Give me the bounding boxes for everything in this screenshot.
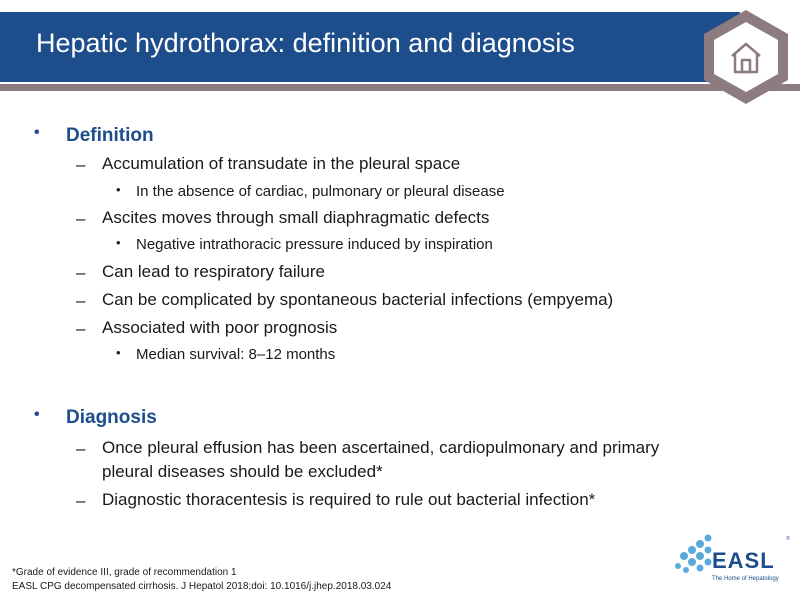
logo-wordmark: EASL (712, 548, 775, 573)
bullet-icon: • (34, 406, 40, 423)
section-heading: Diagnosis (66, 407, 157, 428)
dash-icon: – (76, 291, 86, 310)
logo-tagline: The Home of Hepatology (712, 576, 779, 582)
list-item-text: Can lead to respiratory failure (102, 262, 326, 281)
sub-list-item-text: In the absence of cardiac, pulmonary or pleural disease (136, 183, 505, 200)
dash-icon: – (76, 155, 86, 174)
section-heading: Definition (66, 125, 154, 146)
list-item-text: Accumulation of transudate in the pleural space (102, 154, 461, 173)
footnote-citation: EASL CPG decompensated cirrhosis. J Hepatol 2018;doi: 10.1016/j.jhep.2018.03.024 (12, 581, 392, 592)
bullet-icon: • (34, 124, 40, 141)
bullet-icon: • (116, 235, 121, 250)
dash-icon: – (76, 439, 86, 458)
sub-list-item-text: Median survival: 8–12 months (136, 346, 336, 363)
dash-icon: – (76, 263, 86, 282)
list-item-text: Associated with poor prognosis (102, 318, 338, 337)
sub-list-item-text: Negative intrathoracic pressure induced by inspiration (136, 236, 493, 253)
slide-title: Hepatic hydrothorax: definition and diagnosis (36, 28, 575, 58)
list-item-text: Once pleural effusion has been ascertained, cardiopulmonary and primary pleural diseases should be excluded* (102, 438, 660, 481)
dash-icon: – (76, 209, 86, 228)
list-item-text: Diagnostic thoracentesis is required to rule out bacterial infection* (102, 490, 596, 509)
list-item-text: Ascites moves through small diaphragmatic defects (102, 208, 490, 227)
footnote-grade: *Grade of evidence III, grade of recommendation 1 (12, 567, 237, 578)
bullet-icon: • (116, 345, 121, 360)
list-item-text: Can be complicated by spontaneous bacterial infections (empyema) (102, 290, 614, 309)
bullet-icon: • (116, 182, 121, 197)
dash-icon: – (76, 491, 86, 510)
svg-text:®: ® (786, 536, 790, 542)
dash-icon: – (76, 319, 86, 338)
